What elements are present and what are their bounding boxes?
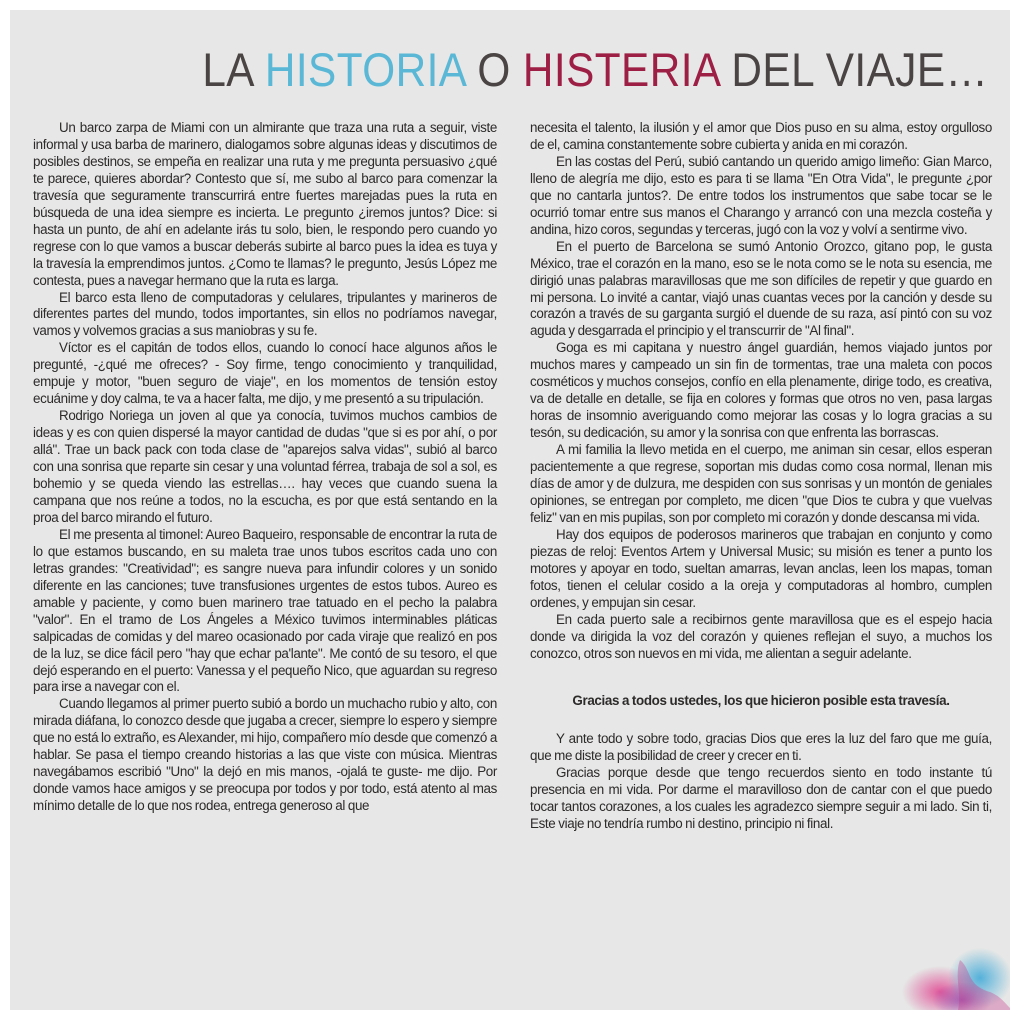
paragraph: Goga es mi capitana y nuestro ángel guardián, hemos viajado juntos por muchos mares y campeado un sin fin de tormentas, trae una maleta con pocos cosméticos y muchos consejos, confío en ella plenamente, dirige todo, es creativa, va de detalle en detalle, se fija en colores y formas que otros no ven, pasa largas horas de insomnio averiguando como mejorar las cosas y lo logra gracias a su tesón, su dedicación, su amor y la sonrisa con que enfrenta las borrascas.	[530, 340, 992, 441]
title-part-historia: HISTORIA	[264, 43, 465, 96]
paragraph: En las costas del Perú, subió cantando un querido amigo limeño: Gian Marco, lleno de alegría me dijo, esto es para ti se llama "En Otra Vida", le pregunte ¿por que no cantarla juntos?. De entre todos los instrumentos que sabe tocar se le ocurrió tomar entre sus manos el Charango y arrancó con una mezcla costeña y andina, hizo coros, segundas y terceras, jugó con la voz y volví a sentirme vivo.	[530, 153, 992, 237]
title-part-la: LA	[202, 43, 265, 96]
paragraph: Y ante todo y sobre todo, gracias Dios que eres la luz del faro que me guía, que me diste la posibilidad de creer y crecer en ti.	[530, 731, 992, 764]
paragraph: En el puerto de Barcelona se sumó Antonio Orozco, gitano pop, le gusta México, trae el corazón en la mano, eso se le nota como se le nota su esencia, me dirigió unas palabras maravillosas que me son difíciles de repetir y que guardo en mi persona. Lo invité a cantar, viajó unas cuantas veces por la canción y desde su corazón a través de su garganta surgió el duende de su raza, así pintó con su voz aguda y desgarrada el principio y el transcurrir de "Al final".	[530, 238, 992, 339]
paragraph: Rodrigo Noriega un joven al que ya conocía, tuvimos muchos cambios de ideas y es con quien dispersé la mayor cantidad de dudas "que si es por ahí, o por allá". Trae un back pack con toda clase de "aparejos salva vidas", subió al barco con una sonrisa que reparte sin cesar y una voluntad férrea, trabaja de sol a sol, es bohemio y se queda viendo las estrellas…. hay veces que cuando suena la campana que nos reúne a todos, no la escucha, es por que está sentando en la proa del barco mirando el futuro.	[33, 408, 497, 525]
left-column	[33, 120, 497, 815]
paragraph: El barco esta lleno de computadoras y celulares, tripulantes y marineros de diferentes partes del mundo, todos importantes, sin ellos no podríamos navegar, vamos y volvemos gracias a sus maniobras y su fe.	[33, 289, 497, 339]
paragraph: Hay dos equipos de poderosos marineros que trabajan en conjunto y como piezas de reloj: Eventos Artem y Universal Music; su misión es tener a punto los motores y apoyar en todo, sueltan amarras, levan anclas, leen los mapas, toman fotos, tienen el celular cosido a la oreja y computadoras al hombro, cumplen ordenes, y empujan sin cesar.	[530, 526, 992, 610]
paragraph: Gracias porque desde que tengo recuerdos siento en todo instante tú presencia en mi vida. Por darme el maravilloso don de cantar con el que puedo tocar tantos corazones, a los cuales les agradezco siempre seguir a mi lado. Sin ti, Este viaje no tendría rumbo ni destino, principio ni final.	[530, 765, 992, 832]
right-column	[530, 120, 992, 833]
paragraph: El me presenta al timonel: Aureo Baqueiro, responsable de encontrar la ruta de lo que estamos buscando, en su maleta trae unos tubos escritos cada uno con letras grandes: "Creatividad"; es sangre nueva para infundir colores y un sonido diferente en las canciones; tuve transfusiones urgentes de estos tubos. Aureo es amable y paciente, y como buen marinero trae tatuado en el pecho la palabra "valor". En el tramo de Los Ángeles a México tuvimos interminables pláticas salpicadas de comidas y del mareo ocasionado por cada viraje que realizó en pos de la luz, se dice fácil pero "hay que echar pa'lante". Me contó de su tesoro, el que dejó esperando en el puerto: Vanessa y el pequeño Nico, que aguardan su regreso para irse a navegar con el.	[33, 526, 497, 695]
paragraph: necesita el talento, la ilusión y el amor que Dios puso en su alma, estoy orgulloso de el, camina constantemente sobre cubierta y anida en mi corazón.	[530, 120, 992, 152]
watercolor-splash-decoration	[900, 930, 1010, 1010]
paragraph: En cada puerto sale a recibirnos gente maravillosa que es el espejo hacia donde va dirigida la voz del corazón y quienes reflejan el suyo, a muchos los conozco, otros son nuevos en mi vida, me alientan a seguir adelante.	[530, 611, 992, 661]
paragraph: A mi familia la llevo metida en el cuerpo, me animan sin cesar, ellos esperan pacientemente a que regrese, soportan mis dudas como cosa normal, llenan mis días de amor y de dulzura, me despiden con sus sonrisas y un montón de geniales opiniones, se entregan por completo, me dicen "que Dios te cubra y que vuelvas feliz" van en mis pupilas, son por completo mi corazón y donde descansa mi vida.	[530, 442, 992, 525]
booklet-page	[10, 10, 1010, 1010]
paragraph: Víctor es el capitán de todos ellos, cuando lo conocí hace algunos años le pregunté, -¿qué me ofreces? - Soy firme, tengo conocimiento y tranquilidad, empuje y motor, "buen seguro de viaje", en los momentos de tensión estoy ecuánime y doy calma, te va a hacer falta, me dijo, y me presentó a su tripulación.	[33, 340, 497, 407]
title-part-del-viaje: DEL VIAJE…	[718, 43, 988, 96]
page-title	[202, 43, 988, 96]
title-part-o: O	[464, 43, 523, 96]
paragraph: Un barco zarpa de Miami con un almirante que traza una ruta a seguir, viste informal y usa barba de marinero, dialogamos sobre algunas ideas y discutimos de posibles destinos, se empeña en realizar una ruta y me pregunta persuasivo ¿qué te parece, quieres abordar? Contesto que sí, me subo al barco para comenzar la travesía que seguramente transcurrirá entre fuertes marejadas pues la ruta en búsqueda de una idea siempre es incierta. Le pregunto ¿iremos juntos? Dice: si hasta un punto, de ahí en adelante irás tu solo, bien, le respondo pero cuando yo regrese con lo que vamos a buscar deberás subirte al barco pues la idea es tuya y la travesía la emprendimos juntos. ¿Como te llamas? le pregunto, Jesús López me contesta, pues a navegar hermano que la ruta es larga.	[33, 120, 497, 288]
thanks-heading: Gracias a todos ustedes, los que hicieron posible esta travesía.	[572, 692, 950, 708]
title-part-histeria: HISTERIA	[522, 43, 719, 96]
paragraph: Cuando llegamos al primer puerto subió a bordo un muchacho rubio y alto, con mirada diáfana, lo conozco desde que jugaba a crecer, siempre lo espero y siempre que no está lo extraño, es Alexander, mi hijo, compañero mío desde que comenzó a hablar. Se pasa el tiempo creando historias a las que viste con música. Mientras navegábamos escribió "Uno" la dejó en mis manos, -ojalá te guste- me dijo. Por donde vamos hace amigos y se preocupa por todos y por todo, está atento al mas mínimo detalle de lo que nos rodea, entrega generoso al que	[33, 696, 497, 814]
